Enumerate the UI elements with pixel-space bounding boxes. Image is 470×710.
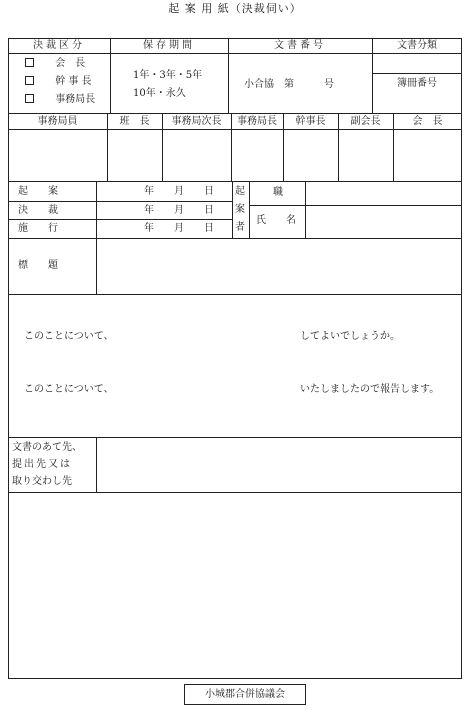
hozon-kikan-options-line2: 10年・永久 xyxy=(133,88,186,99)
hozon-kikan-options-line1: 1年・3年・5年 xyxy=(133,70,203,81)
bunsho-bunrui-header: 文書分類 xyxy=(397,40,437,51)
kiansha-label-2: 案 xyxy=(235,204,245,215)
kian-date: 年 月 日 xyxy=(144,186,214,197)
hyodai-label: 標 題 xyxy=(18,260,58,271)
atesaki-line-1: 文書のあて先、 xyxy=(12,442,82,453)
sentence-2-start: このことについて、 xyxy=(24,384,114,395)
kessai-label: 決 裁 xyxy=(18,205,58,216)
shiko-label: 施 行 xyxy=(18,223,58,234)
kessai-option-kanjicho[interactable]: 幹 事 長 xyxy=(25,76,92,88)
kian-label: 起 案 xyxy=(18,186,58,197)
approver-kanjicho: 幹事長 xyxy=(295,116,326,127)
hozon-kikan-header: 保存期間 xyxy=(143,40,195,51)
sentence-1-start: このことについて、 xyxy=(24,331,114,342)
sentence-1-end: してよいでしょうか。 xyxy=(300,331,400,342)
approver-fukukaicho: 副会長 xyxy=(350,116,381,127)
checkbox-icon[interactable] xyxy=(25,58,34,67)
approver-jimukyokuin: 事務局員 xyxy=(37,116,78,127)
checkbox-icon[interactable] xyxy=(25,94,34,103)
atesaki-line-2: 提出先又は xyxy=(12,459,72,470)
kessai-kubun-header: 決裁区分 xyxy=(33,40,85,51)
footer-organization: 小城郡合併協議会 xyxy=(205,689,285,700)
boseki-bango-label: 簿冊番号 xyxy=(397,78,437,89)
form-title: 起 案 用 紙（決裁伺い） xyxy=(168,2,302,15)
shoku-label: 職 xyxy=(273,187,283,198)
bunsho-bango-header: 文書番号 xyxy=(274,40,326,51)
approver-hancho: 班 長 xyxy=(119,116,150,127)
approver-jimukyokucho: 事務局長 xyxy=(237,116,277,127)
checkbox-icon[interactable] xyxy=(25,76,34,85)
kessai-date: 年 月 日 xyxy=(144,205,214,216)
bunsho-bango-value: 小合協 第 号 xyxy=(244,79,334,90)
kessai-option-kaicho[interactable]: 会 長 xyxy=(25,58,85,70)
sentence-2-end: いたしましたので報告します。 xyxy=(300,384,440,395)
kiansha-label-1: 起 xyxy=(235,186,245,197)
approver-kaicho: 会 長 xyxy=(412,116,443,127)
shimei-label: 氏 名 xyxy=(256,215,296,226)
shiko-date: 年 月 日 xyxy=(144,223,214,234)
approver-jimukyoku-jicho: 事務局次長 xyxy=(171,116,222,127)
kiansha-label-3: 者 xyxy=(235,222,245,233)
atesaki-line-3: 取り交わし先 xyxy=(12,476,72,487)
kessai-option-jimukyokucho[interactable]: 事務局長 xyxy=(25,94,95,106)
